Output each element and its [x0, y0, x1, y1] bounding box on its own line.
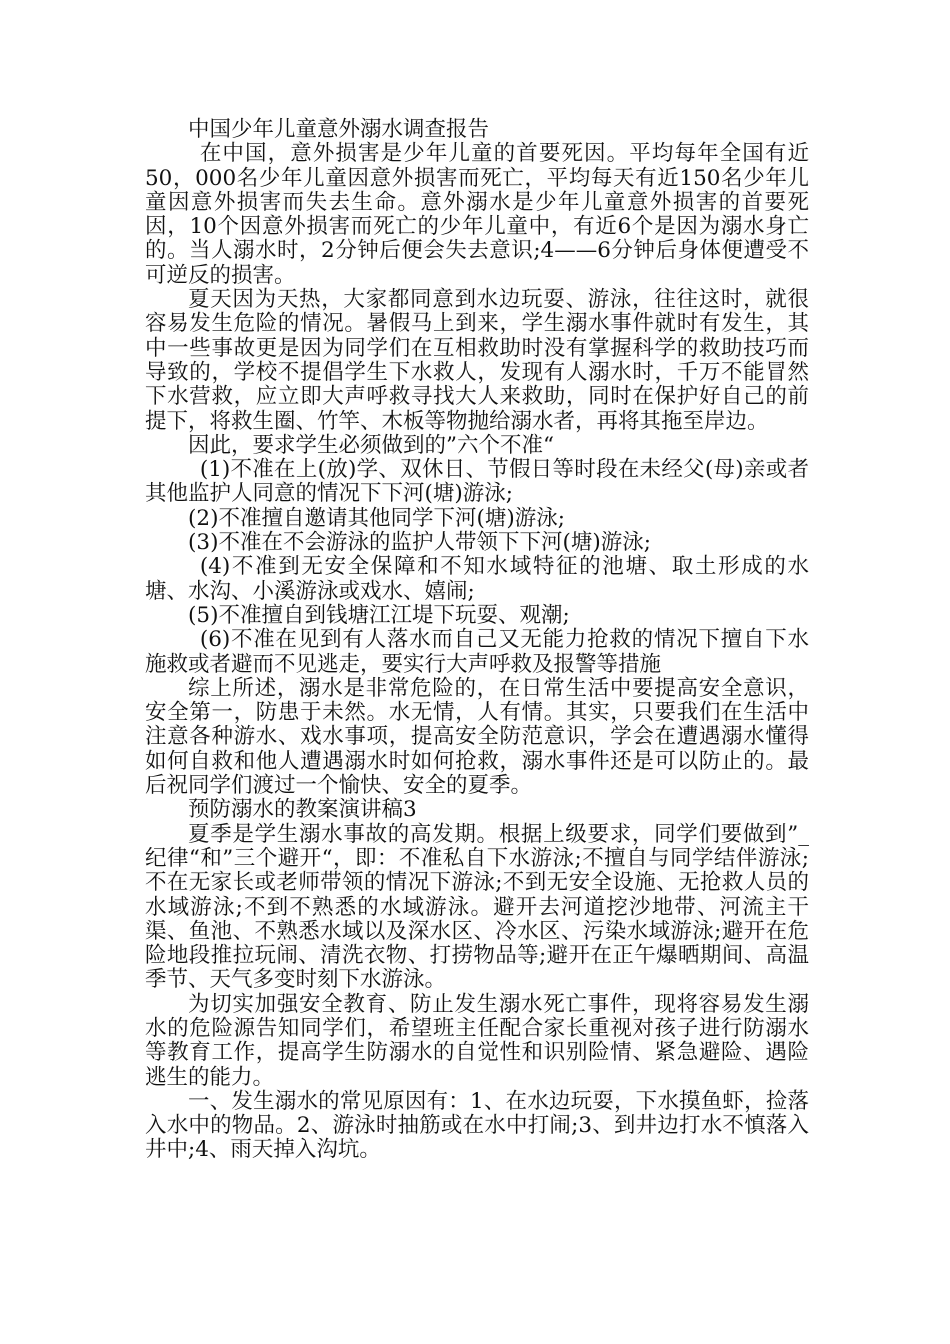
rule-item-6: (6)不准在见到有人落水而自己又无能力抢救的情况下擅自下水施救或者避而不见逃走，要实行大声呼救及报警等措施 — [145, 627, 809, 677]
rule-item-1: (1)不准在上(放)学、双休日、节假日等时段在未经父(母)亲或者其他监护人同意的情况下下河(塘)游泳; — [145, 457, 809, 507]
rule-item-5: (5)不准擅自到钱塘江江堤下玩耍、观潮; — [188, 602, 570, 628]
document-title: 中国少年儿童意外溺水调查报告 — [188, 117, 490, 142]
paragraph-summer: 夏天因为天热，大家都同意到水边玩耍、游泳，往往这时，就很容易发生危险的情况。暑假马上到来，学生溺水事件就时有发生，其中一些事故更是因为同学们在互相救助时没有掌握科学的救助技巧而导致的，学校不提倡学生下水救人，发现有人溺水时，千万不能冒然下水营救，应立即大声呼救寻找大人来救助，同时在保护好自己的前提下，将救生圈、竹竿、木板等物抛给溺水者，再将其拖至岸边。 — [145, 287, 809, 434]
paragraph-safety-education: 为切实加强安全教育、防止发生溺水死亡事件，现将容易发生溺水的危险源告知同学们，希望班主任配合家长重视对孩子进行防溺水等教育工作，提高学生防溺水的自觉性和识别险情、紧急避险、遇险逃生的能力。 — [145, 991, 809, 1090]
paragraph-summer-discipline: 夏季是学生溺水事故的高发期。根据上级要求，同学们要做到”_纪律“和”三个避开“，即：不准私自下水游泳;不擅自与同学结伴游泳;不在无家长或老师带领的情况下游泳;不到无安全设施、无抢救人员的水域游泳;不到不熟悉的水域游泳。避开去河道挖沙地带、河流主干渠、鱼池、不熟悉水域以及深水区、冷水区、污染水域游泳;避开在危险地段推拉玩闹、清洗衣物、打捞物品等;避开在正午爆晒期间、高温季节、天气多变时刻下水游泳。 — [145, 821, 809, 993]
paragraph-common-causes: 一、发生溺水的常见原因有：1、在水边玩耍，下水摸鱼虾，捡落入水中的物品。2、游泳时抽筋或在水中打闹;3、到井边打水不慎落入井中;4、雨天掉入沟坑。 — [145, 1088, 809, 1163]
rule-item-4: (4)不准到无安全保障和不知水域特征的池塘、取土形成的水塘、水沟、小溪游泳或戏水、嬉闹; — [145, 554, 809, 604]
section-heading: 预防溺水的教案演讲稿3 — [188, 797, 417, 823]
paragraph-intro: 在中国，意外损害是少年儿童的首要死因。平均每年全国有近50，000名少年儿童因意外损害而死亡，平均每天有近150名少年儿童因意外损害而失去生命。意外溺水是少年儿童意外损害的首要死因，10个因意外损害而死亡的少年儿童中，有近6个是因为溺水身亡的。当人溺水时，2分钟后便会失去意识;4——6分钟后身体便遭受不可逆反的损害。 — [145, 141, 809, 288]
paragraph-six-rules-heading: 因此，要求学生必须做到的”六个不准“ — [188, 432, 554, 458]
paragraph-conclusion: 综上所述，溺水是非常危险的，在日常生活中要提高安全意识，安全第一，防患于未然。水无情，人有情。其实，只要我们在生活中注意各种游水、戏水事项，提高安全防范意识，学会在遭遇溺水懂得如何自救和他人遭遇溺水时如何抢救，溺水事件还是可以防止的。最后祝同学们渡过一个愉快、安全的夏季。 — [145, 675, 809, 799]
rule-item-2: (2)不准擅自邀请其他同学下河(塘)游泳; — [188, 505, 565, 531]
document-body — [145, 118, 809, 1163]
rule-item-3: (3)不准在不会游泳的监护人带领下下河(塘)游泳; — [188, 530, 651, 556]
